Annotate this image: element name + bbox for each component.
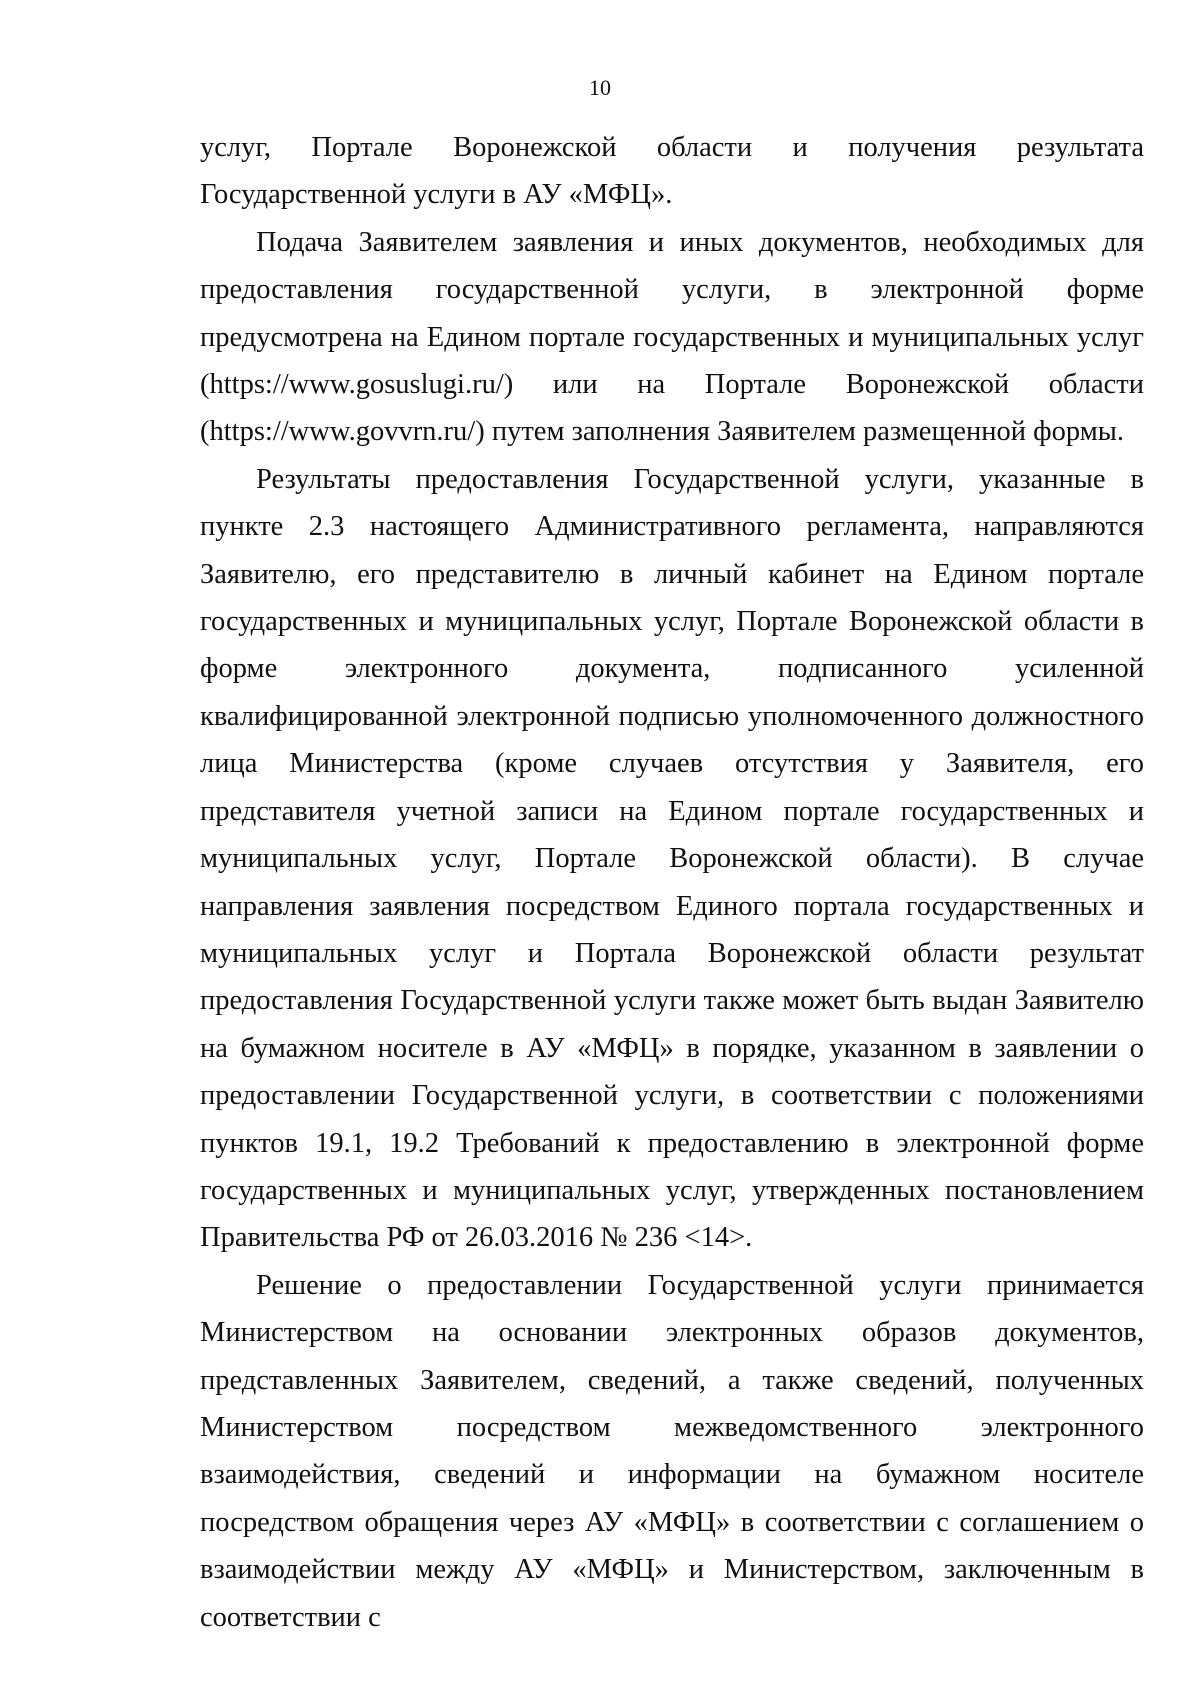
- paragraph-continuation: услуг, Портале Воронежской области и получения результата Государственной услуги в АУ «МФЦ».: [200, 132, 1144, 211]
- paragraph-decision: Решение о предоставлении Государственной услуги принимается Министерством на основании электронных образов документов, представленных Заявителем, сведений, а также сведений, полученных Министерством посредством межведомственного электронного взаимодействия, сведений и информации на бумажном носителе посредством обращения через АУ «МФЦ» в соответствии с соглашением о взаимодействии между АУ «МФЦ» и Министерством, заключенным в соответствии с: [200, 1269, 1144, 1633]
- document-body: [200, 124, 1144, 1641]
- page-number: 10: [589, 75, 611, 100]
- paragraph-service-results: Результаты предоставления Государственной услуги, указанные в пункте 2.3 настоящего Административного регламента, направляются Заявителю, его представителю в личный кабинет на Едином портале государственных и муниципальных услуг, Портале Воронежской области в форме электронного документа, подписанного усиленной квалифицированной электронной подписью уполномоченного должностного лица Министерства (кроме случаев отсутствия у Заявителя, его представителя учетной записи на Едином портале государственных и муниципальных услуг, Портале Воронежской области). В случае направления заявления посредством Единого портала государственных и муниципальных услуг и Портала Воронежской области результат предоставления Государственной услуги также может быть выдан Заявителю на бумажном носителе в АУ «МФЦ» в порядке, указанном в заявлении о предоставлении Государственной услуги, в соответствии с положениями пунктов 19.1, 19.2 Требований к предоставлению в электронной форме государственных и муниципальных услуг, утвержденных постановлением Правительства РФ от 26.03.2016 № 236 <14>.: [200, 463, 1144, 1254]
- paragraph-electronic-submission: Подача Заявителем заявления и иных документов, необходимых для предоставления государственной услуги, в электронной форме предусмотрена на Едином портале государственных и муниципальных услуг (https://www.gosuslugi.ru/) или на Портале Воронежской области (https://www.govvrn.ru/) путем заполнения Заявителем размещенной формы.: [200, 226, 1144, 448]
